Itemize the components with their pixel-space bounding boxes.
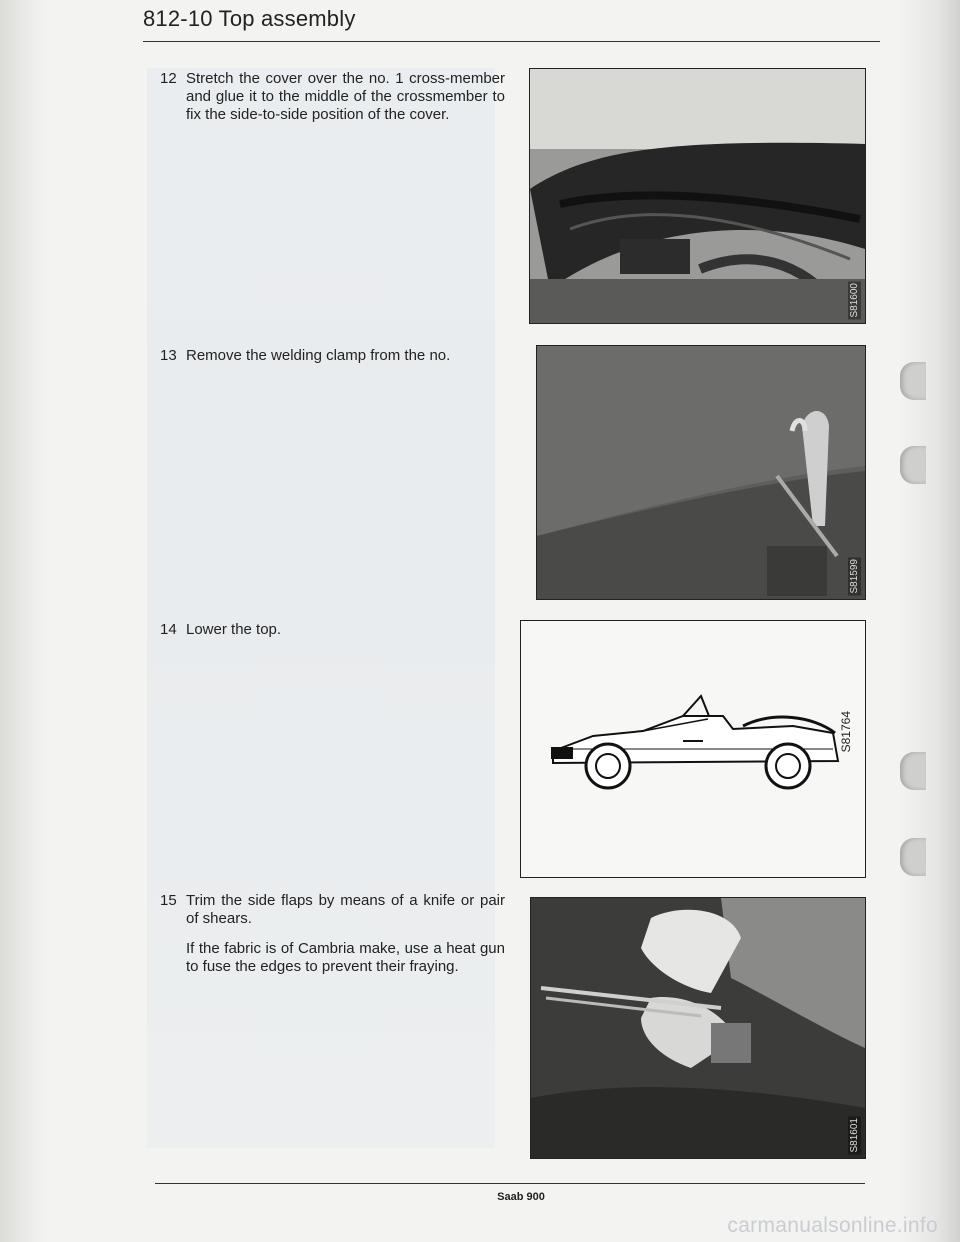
figure-code: S81764 [839,711,853,753]
figure-code: S81601 [849,1117,860,1152]
photo-trimming-flaps-icon [531,898,865,1158]
step-text: Lower the top. [186,621,282,638]
page-title: 812-10 Top assembly [143,6,356,31]
step-14 [160,621,505,651]
step-number: 13 [160,347,177,364]
step-note: If the fabric is of Cambria make, use a heat gun to fuse the edges to prevent their fraying. [186,940,505,975]
convertible-car-icon [533,671,853,831]
page-right-edge [900,0,960,1242]
step-text: Remove the welding clamp from the no. [186,347,451,364]
figure-photo [530,897,866,1159]
figure-photo [529,68,866,324]
page-left-edge [0,0,48,1242]
step-number: 12 [160,70,177,87]
header-divider [143,41,880,42]
step-number: 14 [160,621,177,638]
binder-tab [900,446,926,484]
figure-code: S81599 [849,558,860,593]
footer-divider [155,1183,865,1184]
watermark: carmanualsonline.info [727,1214,938,1237]
step-13 [160,347,505,377]
binder-tab [900,838,926,876]
figure-drawing [520,620,866,878]
photo-cover-crossmember-icon [530,69,865,323]
binder-tab [900,362,926,400]
photo-welding-clamp-icon [537,346,865,599]
step-number: 15 [160,892,177,909]
figure-photo [536,345,866,600]
footer-label: Saab 900 [497,1191,545,1203]
step-text: Stretch the cover over the no. 1 cross-member and glue it to the middle of the crossmember to fix the side-to-side position of the cover. [186,70,505,123]
step-12 [160,70,505,136]
step-15 [160,892,505,988]
step-text: Trim the side flaps by means of a knife or pair of shears. [186,892,505,927]
binder-tab [900,752,926,790]
figure-code: S81600 [849,282,860,317]
